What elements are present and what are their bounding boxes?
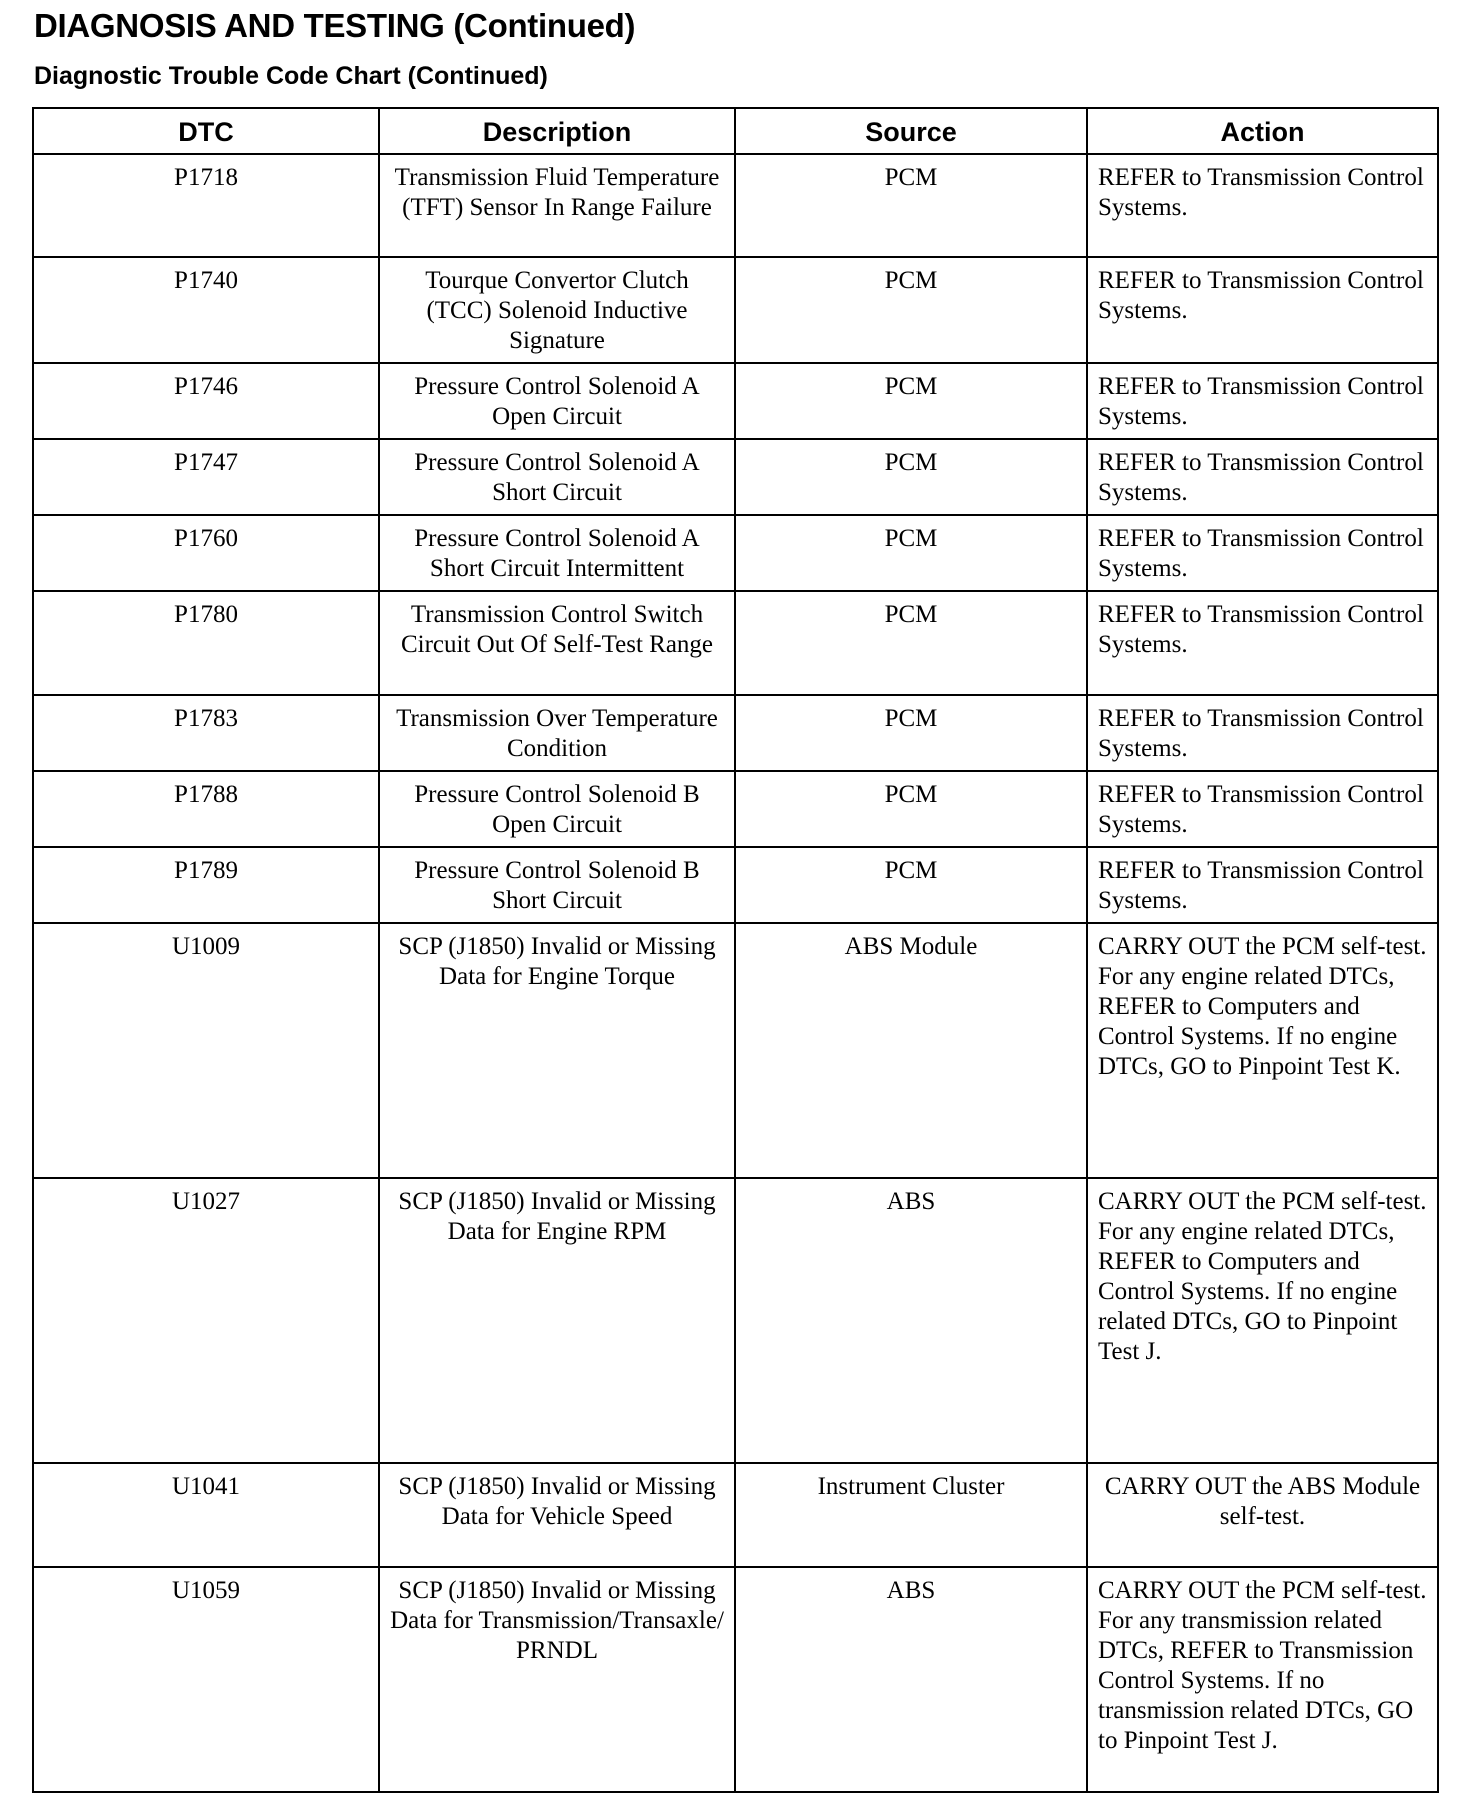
dtc-cell: U1059 <box>33 1567 379 1792</box>
table-row <box>33 695 1438 771</box>
action-cell: CARRY OUT the ABS Module self-test. <box>1087 1463 1438 1567</box>
description-cell: Tourque Convertor Clutch (TCC) Solenoid Inductive Signature <box>379 257 735 363</box>
table-row <box>33 439 1438 515</box>
action-cell: CARRY OUT the PCM self-test. For any engine related DTCs, REFER to Computers and Control Systems. If no engine DTCs, GO to Pinpoint Test K. <box>1087 923 1438 1178</box>
dtc-cell: P1760 <box>33 515 379 591</box>
table-row <box>33 923 1438 1178</box>
source-cell: PCM <box>735 154 1087 257</box>
description-cell: SCP (J1850) Invalid or Missing Data for Engine RPM <box>379 1178 735 1463</box>
dtc-cell: P1788 <box>33 771 379 847</box>
table-header-row <box>33 108 1438 154</box>
description-cell: Transmission Over Temperature Condition <box>379 695 735 771</box>
column-header-description: Description <box>379 108 735 154</box>
action-cell: CARRY OUT the PCM self-test. For any transmission related DTCs, REFER to Transmission Control Systems. If no transmission related DTCs, GO to Pinpoint Test J. <box>1087 1567 1438 1792</box>
source-cell: PCM <box>735 847 1087 923</box>
source-cell: ABS Module <box>735 923 1087 1178</box>
table-row <box>33 515 1438 591</box>
source-cell: PCM <box>735 515 1087 591</box>
description-cell: Pressure Control Solenoid A Short Circuit Intermittent <box>379 515 735 591</box>
description-cell: Pressure Control Solenoid B Short Circuit <box>379 847 735 923</box>
description-cell: Transmission Fluid Temperature (TFT) Sensor In Range Failure <box>379 154 735 257</box>
dtc-cell: P1747 <box>33 439 379 515</box>
table-row <box>33 847 1438 923</box>
source-cell: PCM <box>735 771 1087 847</box>
action-cell: REFER to Transmission Control Systems. <box>1087 591 1438 695</box>
dtc-cell: P1740 <box>33 257 379 363</box>
column-header-source: Source <box>735 108 1087 154</box>
source-cell: Instrument Cluster <box>735 1463 1087 1567</box>
description-cell: Pressure Control Solenoid B Open Circuit <box>379 771 735 847</box>
dtc-cell: P1746 <box>33 363 379 439</box>
dtc-chart-table <box>32 107 1439 1793</box>
action-cell: REFER to Transmission Control Systems. <box>1087 515 1438 591</box>
action-cell: REFER to Transmission Control Systems. <box>1087 439 1438 515</box>
action-cell: REFER to Transmission Control Systems. <box>1087 257 1438 363</box>
description-cell: SCP (J1850) Invalid or Missing Data for Transmission/Transaxle/ PRNDL <box>379 1567 735 1792</box>
table-row <box>33 154 1438 257</box>
page-title: DIAGNOSIS AND TESTING (Continued) <box>34 7 636 44</box>
description-cell: SCP (J1850) Invalid or Missing Data for Vehicle Speed <box>379 1463 735 1567</box>
source-cell: ABS <box>735 1567 1087 1792</box>
description-cell: Pressure Control Solenoid A Open Circuit <box>379 363 735 439</box>
source-cell: PCM <box>735 439 1087 515</box>
source-cell: PCM <box>735 257 1087 363</box>
table-row <box>33 1463 1438 1567</box>
source-cell: ABS <box>735 1178 1087 1463</box>
dtc-cell: P1783 <box>33 695 379 771</box>
dtc-cell: P1789 <box>33 847 379 923</box>
table-row <box>33 771 1438 847</box>
description-cell: Pressure Control Solenoid A Short Circuit <box>379 439 735 515</box>
action-cell: REFER to Transmission Control Systems. <box>1087 771 1438 847</box>
table-row <box>33 257 1438 363</box>
action-cell: REFER to Transmission Control Systems. <box>1087 154 1438 257</box>
action-cell: REFER to Transmission Control Systems. <box>1087 847 1438 923</box>
table-row <box>33 1178 1438 1463</box>
dtc-cell: U1027 <box>33 1178 379 1463</box>
column-header-action: Action <box>1087 108 1438 154</box>
action-cell: REFER to Transmission Control Systems. <box>1087 695 1438 771</box>
column-header-dtc: DTC <box>33 108 379 154</box>
dtc-cell: P1718 <box>33 154 379 257</box>
source-cell: PCM <box>735 363 1087 439</box>
table-row <box>33 363 1438 439</box>
source-cell: PCM <box>735 695 1087 771</box>
description-cell: Transmission Control Switch Circuit Out Of Self-Test Range <box>379 591 735 695</box>
table-row <box>33 591 1438 695</box>
dtc-cell: P1780 <box>33 591 379 695</box>
dtc-cell: U1009 <box>33 923 379 1178</box>
section-subtitle: Diagnostic Trouble Code Chart (Continued) <box>34 62 548 90</box>
action-cell: CARRY OUT the PCM self-test. For any engine related DTCs, REFER to Computers and Control Systems. If no engine related DTCs, GO to Pinpoint Test J. <box>1087 1178 1438 1463</box>
action-cell: REFER to Transmission Control Systems. <box>1087 363 1438 439</box>
source-cell: PCM <box>735 591 1087 695</box>
description-cell: SCP (J1850) Invalid or Missing Data for Engine Torque <box>379 923 735 1178</box>
table-row <box>33 1567 1438 1792</box>
dtc-cell: U1041 <box>33 1463 379 1567</box>
